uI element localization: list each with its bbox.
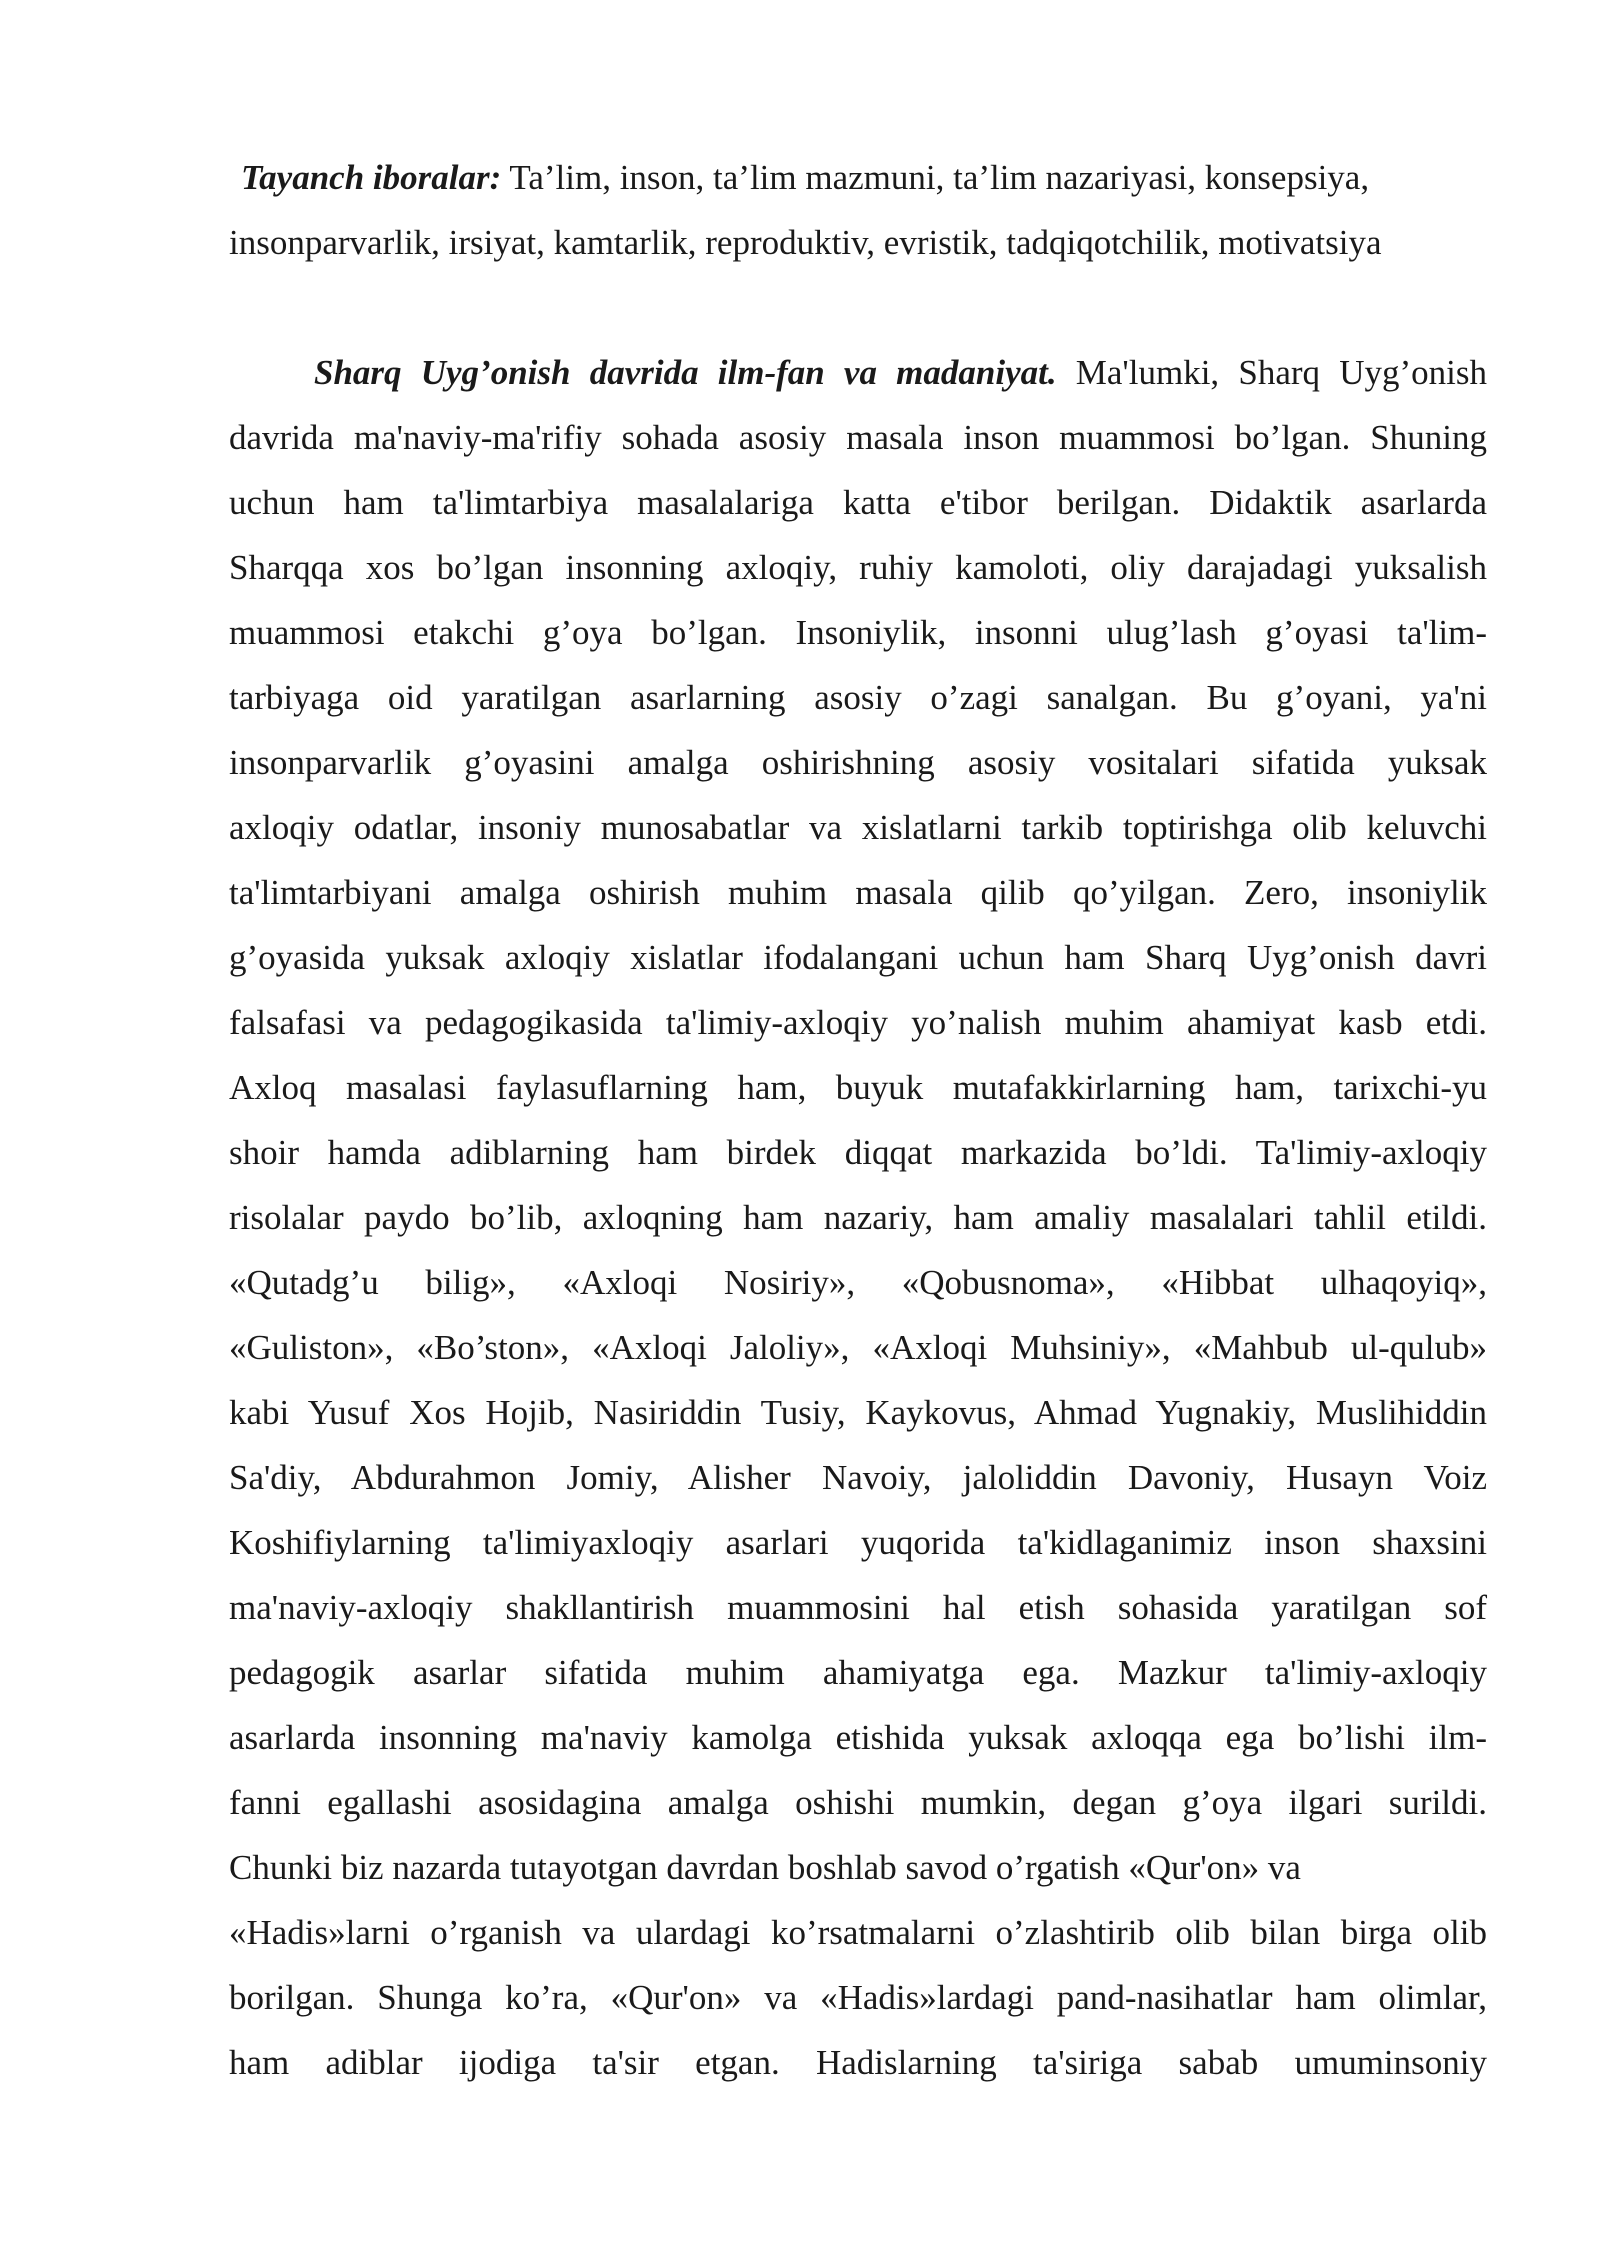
document-body [229, 145, 1487, 2095]
text-line: davrida ma'naviy-ma'rifiy sohada asosiy masala inson muammosi bo’lgan. Shuning [229, 418, 1487, 457]
keywords-paragraph [229, 145, 1487, 210]
text-line: «Qutadg’u bilig», «Axloqi Nosiriy», «Qobusnoma», «Hibbat ulhaqoyiq», [229, 1263, 1487, 1302]
text-line: kabi Yusuf Xos Hojib, Nasiriddin Tusiy, Kaykovus, Ahmad Yugnakiy, Muslihiddin [229, 1393, 1487, 1432]
text-line: muammosi etakchi g’oya bo’lgan. Insoniylik, insonni ulug’lash g’oyasi ta'lim- [229, 613, 1487, 652]
text-line: borilgan. Shunga ko’ra, «Qur'on» va «Hadis»lardagi pand-nasihatlar ham olimlar, [229, 1978, 1487, 2017]
text-line: axloqiy odatlar, insoniy munosabatlar va xislatlarni tarkib toptirishga olib keluvchi [229, 808, 1487, 847]
text-line: «Hadis»larni o’rganish va ulardagi ko’rsatmalarni o’zlashtirib olib bilan birga olib [229, 1913, 1487, 1952]
text-line: Koshifiylarning ta'limiyaxloqiy asarlari yuqorida ta'kidlaganimiz inson shaxsini [229, 1523, 1487, 1562]
section-first-line [229, 340, 1487, 405]
text-line: ta'limtarbiyani amalga oshirish muhim masala qilib qo’yilgan. Zero, insoniylik [229, 873, 1487, 912]
text-line: Sa'diy, Abdurahmon Jomiy, Alisher Navoiy, jaloliddin Davoniy, Husayn Voiz [229, 1458, 1487, 1497]
section-first-line-text: Ma'lumki, Sharq Uyg’onish [1075, 353, 1487, 392]
keywords-line2: insonparvarlik, irsiyat, kamtarlik, reproduktiv, evristik, tadqiqotchilik, motivatsiya [229, 223, 1382, 262]
text-line: shoir hamda adiblarning ham birdek diqqat markazida bo’ldi. Ta'limiy-axloqiy [229, 1133, 1487, 1172]
text-line: Sharqqa xos bo’lgan insonning axloqiy, ruhiy kamoloti, oliy darajadagi yuksalish [229, 548, 1487, 587]
text-line: Axloq masalasi faylasuflarning ham, buyuk mutafakkirlarning ham, tarixchi-yu [229, 1068, 1487, 1107]
text-line: insonparvarlik g’oyasini amalga oshirishning asosiy vositalari sifatida yuksak [229, 743, 1487, 782]
text-line: falsafasi va pedagogikasida ta'limiy-axloqiy yo’nalish muhim ahamiyat kasb etdi. [229, 1003, 1487, 1042]
keywords-label: Tayanch iboralar: [241, 158, 502, 197]
text-line: ham adiblar ijodiga ta'sir etgan. Hadislarning ta'siriga sabab umuminsoniy [229, 2043, 1487, 2082]
text-line: pedagogik asarlar sifatida muhim ahamiyatga ega. Mazkur ta'limiy-axloqiy [229, 1653, 1487, 1692]
text-line: «Guliston», «Bo’ston», «Axloqi Jaloliy», «Axloqi Muhsiniy», «Mahbub ul-qulub» [229, 1328, 1487, 1367]
text-line: ma'naviy-axloqiy shakllantirish muammosini hal etish sohasida yaratilgan sof [229, 1588, 1487, 1627]
section-title: Sharq Uyg’onish davrida ilm-fan va madaniyat. [314, 353, 1057, 392]
keywords-line2-paragraph [229, 210, 1487, 275]
text-line: g’oyasida yuksak axloqiy xislatlar ifodalangani uchun ham Sharq Uyg’onish davri [229, 938, 1487, 977]
section-paragraph [229, 340, 1487, 2095]
text-line: tarbiyaga oid yaratilgan asarlarning asosiy o’zagi sanalgan. Bu g’oyani, ya'ni [229, 678, 1487, 717]
text-line: Chunki biz nazarda tutayotgan davrdan boshlab savod o’rgatish «Qur'on» va [229, 1848, 1301, 1887]
text-line: risolalar paydo bo’lib, axloqning ham nazariy, ham amaliy masalalari tahlil etildi. [229, 1198, 1487, 1237]
keywords-line1: Ta’lim, inson, ta’lim mazmuni, ta’lim nazariyasi, konsepsiya, [509, 158, 1370, 197]
text-line: asarlarda insonning ma'naviy kamolga etishida yuksak axloqqa ega bo’lishi ilm- [229, 1718, 1487, 1757]
text-line: uchun ham ta'limtarbiya masalalariga katta e'tibor berilgan. Didaktik asarlarda [229, 483, 1487, 522]
text-line: fanni egallashi asosidagina amalga oshishi mumkin, degan g’oya ilgari surildi. [229, 1783, 1487, 1822]
